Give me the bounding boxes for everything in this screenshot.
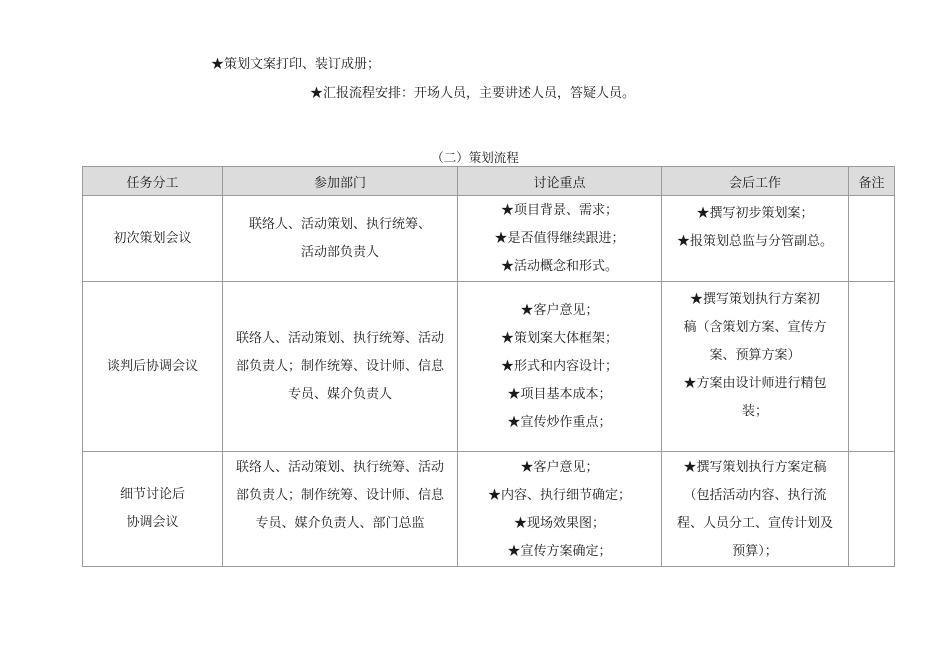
point-item: ★宣传方案确定； <box>507 544 612 559</box>
followup-cell <box>662 196 849 282</box>
header-note: 备注 <box>849 167 895 196</box>
points-cell <box>458 196 662 282</box>
header-followup: 会后工作 <box>662 167 849 196</box>
header-discussion-points: 讨论重点 <box>458 167 662 196</box>
departments-text: 部负责人；制作统筹、设计师、信息 <box>235 488 444 503</box>
task-cell <box>83 196 223 282</box>
followup-item: ★撰写策划执行方案定稿 <box>683 460 827 475</box>
table-row <box>83 282 895 452</box>
followup-cell <box>662 282 849 452</box>
departments-text: 联络人、活动策划、执行统筹、 <box>248 216 431 232</box>
note-cell <box>849 196 895 282</box>
table-caption: （二）策划流程 <box>431 150 519 165</box>
task-text: 谈判后协调会议 <box>106 358 198 374</box>
point-item: ★现场效果图； <box>513 516 605 531</box>
task-text: 初次策划会议 <box>113 230 192 246</box>
point-item: ★客户意见； <box>520 302 599 318</box>
departments-text: 活动部负责人 <box>300 244 379 260</box>
task-text: 协调会议 <box>126 515 179 530</box>
note-cell <box>849 282 895 452</box>
task-text: 细节讨论后 <box>119 487 185 502</box>
followup-item: ★报策划总监与分管副总。 <box>676 234 833 249</box>
departments-text: 部负责人；制作统筹、设计师、信息 <box>235 358 444 374</box>
followup-cell <box>662 452 849 567</box>
note-cell <box>849 452 895 567</box>
departments-text: 专员、媒介负责人 <box>287 386 392 402</box>
table-header-row <box>83 167 895 196</box>
planning-flow-table <box>82 166 895 567</box>
point-item: ★宣传炒作重点； <box>507 414 612 430</box>
task-cell <box>83 452 223 567</box>
table-row <box>83 196 895 282</box>
departments-text: 联络人、活动策划、执行统筹、活动 <box>235 330 444 346</box>
point-item: ★活动概念和形式。 <box>500 258 618 274</box>
point-item: ★形式和内容设计； <box>500 358 618 374</box>
point-item: ★项目基本成本； <box>507 386 612 402</box>
followup-item: ★撰写初步策划案； <box>696 206 814 221</box>
departments-text: 专员、媒介负责人、部门总监 <box>255 516 425 531</box>
followup-item: 案、预算方案） <box>709 348 801 363</box>
point-item: ★客户意见； <box>520 460 599 475</box>
table-row <box>83 452 895 567</box>
points-cell <box>458 452 662 567</box>
followup-item: 装； <box>741 404 768 419</box>
intro-line-print: ★策划文案打印、装订成册； <box>211 57 381 72</box>
followup-item: ★方案由设计师进行精包 <box>683 376 827 391</box>
followup-item: ★撰写策划执行方案初 <box>689 292 820 307</box>
departments-cell <box>223 282 458 452</box>
followup-item: 稿（含策划方案、宣传方 <box>683 320 827 335</box>
header-task: 任务分工 <box>83 167 223 196</box>
points-cell <box>458 282 662 452</box>
departments-cell <box>223 196 458 282</box>
departments-text: 联络人、活动策划、执行统筹、活动 <box>235 460 444 475</box>
point-item: ★是否值得继续跟进； <box>494 230 625 246</box>
point-item: ★内容、执行细节确定； <box>487 488 631 503</box>
followup-item: （包括活动内容、执行流 <box>683 488 827 503</box>
point-item: ★策划案大体框架； <box>500 330 618 346</box>
intro-line-report-flow: ★汇报流程安排：开场人员，主要讲述人员，答疑人员。 <box>310 86 636 101</box>
task-cell <box>83 282 223 452</box>
departments-cell <box>223 452 458 567</box>
followup-item: 预算）； <box>732 544 778 559</box>
point-item: ★项目背景、需求； <box>500 202 618 218</box>
header-departments: 参加部门 <box>223 167 458 196</box>
followup-item: 程、人员分工、宣传计划及 <box>676 516 833 531</box>
